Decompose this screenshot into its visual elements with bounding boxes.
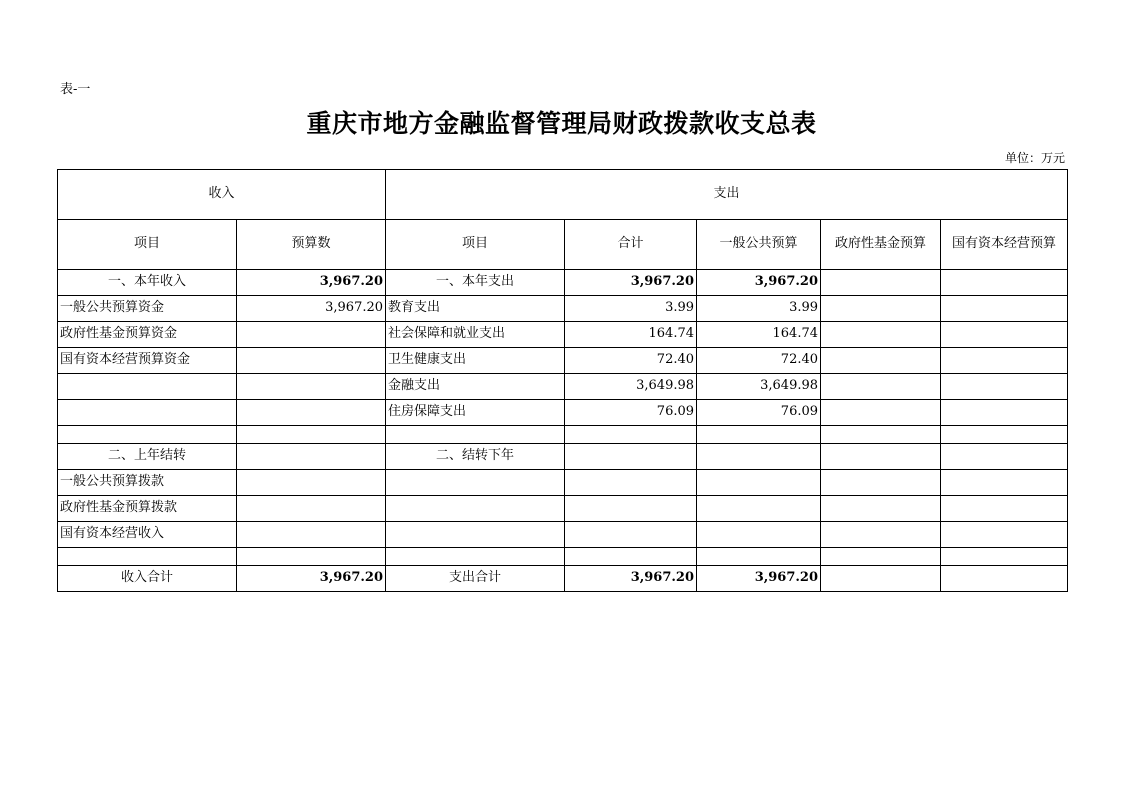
table-row [58, 548, 1068, 566]
expense-total-cell: 164.74 [565, 322, 697, 348]
income-amount-cell [237, 470, 386, 496]
expense-item-cell [386, 426, 565, 444]
table-row [58, 522, 1068, 548]
income-item-cell [58, 426, 237, 444]
general-budget-cell [697, 444, 821, 470]
income-amount-cell [237, 548, 386, 566]
table-row [58, 322, 1068, 348]
col-header-total: 合计 [565, 220, 697, 270]
income-amount-cell [237, 348, 386, 374]
expense-total-cell: 76.09 [565, 400, 697, 426]
table-row [58, 348, 1068, 374]
general-budget-cell [697, 548, 821, 566]
income-item-cell: 政府性基金预算资金 [58, 322, 237, 348]
expense-item-cell: 二、结转下年 [386, 444, 565, 470]
expense-item-cell [386, 470, 565, 496]
general-budget-cell [697, 496, 821, 522]
expense-total-cell [565, 496, 697, 522]
income-amount-cell [237, 444, 386, 470]
state-capital-cell [941, 426, 1068, 444]
general-budget-cell: 3.99 [697, 296, 821, 322]
income-item-cell: 国有资本经营收入 [58, 522, 237, 548]
income-item-cell: 二、上年结转 [58, 444, 237, 470]
income-item-cell: 一般公共预算拨款 [58, 470, 237, 496]
state-capital-cell [941, 522, 1068, 548]
gov-fund-cell [821, 566, 941, 592]
expense-item-cell [386, 522, 565, 548]
income-item-cell [58, 548, 237, 566]
gov-fund-cell [821, 522, 941, 548]
col-header-item: 项目 [58, 220, 237, 270]
income-amount-cell [237, 496, 386, 522]
state-capital-cell [941, 374, 1068, 400]
state-capital-cell [941, 296, 1068, 322]
income-amount-cell: 3,967.20 [237, 270, 386, 296]
table-row [58, 496, 1068, 522]
income-amount-cell [237, 426, 386, 444]
budget-summary-table [57, 169, 1068, 592]
expense-item-cell: 支出合计 [386, 566, 565, 592]
gov-fund-cell [821, 374, 941, 400]
header-row-top [58, 170, 1068, 220]
gov-fund-cell [821, 470, 941, 496]
expense-item-cell [386, 548, 565, 566]
page-title: 重庆市地方金融监督管理局财政拨款收支总表 [306, 109, 817, 138]
expense-header: 支出 [386, 170, 1068, 220]
unit-label: 单位：万元 [1004, 151, 1065, 165]
general-budget-cell: 3,967.20 [697, 270, 821, 296]
expense-total-cell [565, 548, 697, 566]
general-budget-cell [697, 426, 821, 444]
income-item-cell: 政府性基金预算拨款 [58, 496, 237, 522]
table-tag: 表-一 [60, 82, 91, 97]
gov-fund-cell [821, 496, 941, 522]
state-capital-cell [941, 548, 1068, 566]
income-item-cell [58, 400, 237, 426]
income-item-cell: 一般公共预算资金 [58, 296, 237, 322]
income-amount-cell [237, 522, 386, 548]
table-row [58, 426, 1068, 444]
income-item-cell [58, 374, 237, 400]
table-row [58, 296, 1068, 322]
general-budget-cell: 164.74 [697, 322, 821, 348]
gov-fund-cell [821, 348, 941, 374]
expense-total-cell: 3,967.20 [565, 270, 697, 296]
state-capital-cell [941, 400, 1068, 426]
income-amount-cell: 3,967.20 [237, 566, 386, 592]
gov-fund-cell [821, 322, 941, 348]
state-capital-cell [941, 348, 1068, 374]
table-row [58, 566, 1068, 592]
income-header: 收入 [58, 170, 386, 220]
gov-fund-cell [821, 270, 941, 296]
general-budget-cell [697, 470, 821, 496]
income-amount-cell [237, 374, 386, 400]
table-row [58, 374, 1068, 400]
income-item-cell: 收入合计 [58, 566, 237, 592]
income-amount-cell [237, 322, 386, 348]
gov-fund-cell [821, 548, 941, 566]
general-budget-cell: 3,649.98 [697, 374, 821, 400]
general-budget-cell: 76.09 [697, 400, 821, 426]
income-item-cell: 一、本年收入 [58, 270, 237, 296]
expense-total-cell [565, 470, 697, 496]
expense-item-cell [386, 496, 565, 522]
expense-item-cell: 教育支出 [386, 296, 565, 322]
expense-total-cell: 3.99 [565, 296, 697, 322]
income-item-cell: 国有资本经营预算资金 [58, 348, 237, 374]
expense-item-cell: 卫生健康支出 [386, 348, 565, 374]
col-header-general: 一般公共预算 [697, 220, 821, 270]
general-budget-cell: 3,967.20 [697, 566, 821, 592]
col-header-item-expense: 项目 [386, 220, 565, 270]
gov-fund-cell [821, 444, 941, 470]
expense-total-cell [565, 444, 697, 470]
table-row [58, 400, 1068, 426]
col-header-budget: 预算数 [237, 220, 386, 270]
table-row [58, 470, 1068, 496]
expense-item-cell: 住房保障支出 [386, 400, 565, 426]
general-budget-cell [697, 522, 821, 548]
col-header-state-capital: 国有资本经营预算 [941, 220, 1068, 270]
table-row [58, 444, 1068, 470]
expense-item-cell: 金融支出 [386, 374, 565, 400]
gov-fund-cell [821, 426, 941, 444]
expense-item-cell: 社会保障和就业支出 [386, 322, 565, 348]
expense-total-cell: 3,649.98 [565, 374, 697, 400]
income-amount-cell [237, 400, 386, 426]
expense-item-cell: 一、本年支出 [386, 270, 565, 296]
table-row [58, 270, 1068, 296]
state-capital-cell [941, 444, 1068, 470]
income-amount-cell: 3,967.20 [237, 296, 386, 322]
state-capital-cell [941, 322, 1068, 348]
state-capital-cell [941, 566, 1068, 592]
gov-fund-cell [821, 400, 941, 426]
state-capital-cell [941, 270, 1068, 296]
expense-total-cell [565, 522, 697, 548]
general-budget-cell: 72.40 [697, 348, 821, 374]
table-body [58, 270, 1068, 592]
expense-total-cell: 72.40 [565, 348, 697, 374]
state-capital-cell [941, 470, 1068, 496]
gov-fund-cell [821, 296, 941, 322]
expense-total-cell: 3,967.20 [565, 566, 697, 592]
header-row-columns [58, 220, 1068, 270]
col-header-gov-fund: 政府性基金预算 [821, 220, 941, 270]
state-capital-cell [941, 496, 1068, 522]
expense-total-cell [565, 426, 697, 444]
